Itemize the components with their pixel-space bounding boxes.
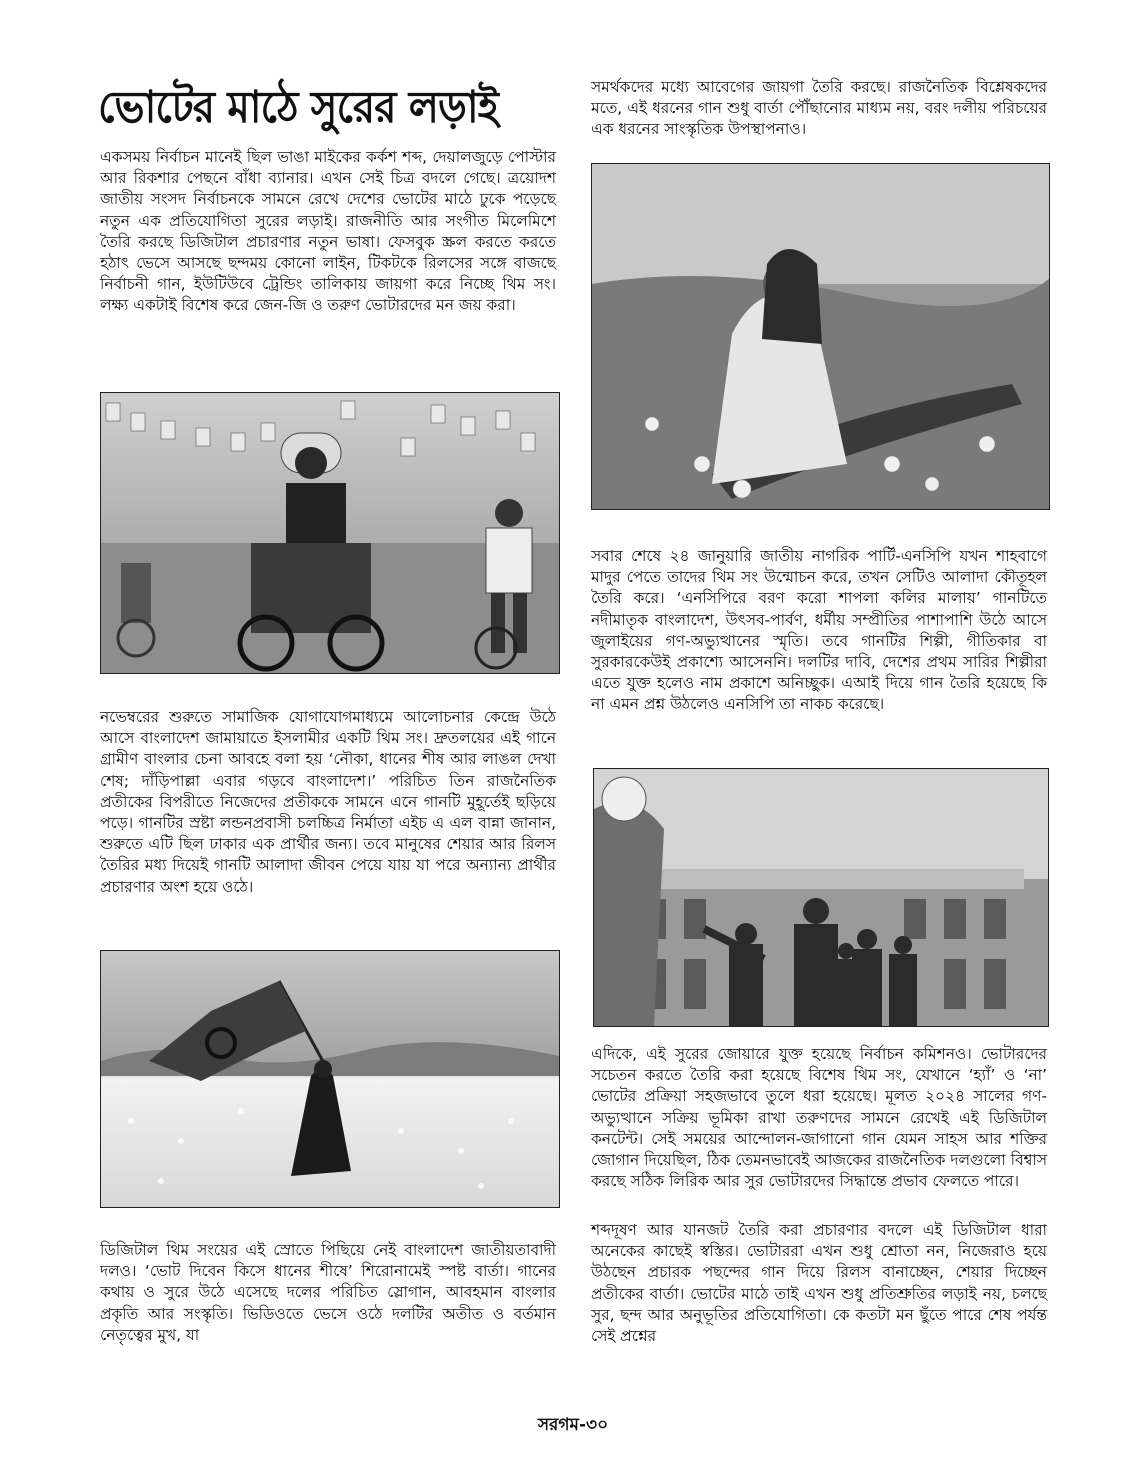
photo-group-heritage-building — [593, 768, 1049, 1027]
article-title: ভোটের মাঠে সুরের লড়াই — [98, 82, 498, 133]
paragraph-conclusion: শব্দদূষণ আর যানজট তৈরি করা প্রচারণার বদলে এই ডিজিটাল ধারা অনেকের কাছেই স্বস্তির। ভোটাররা এখন শুধু শ্রোতা নন, নিজেরাও হয়ে উঠছেন প্রচারক পছন্দের গান দিয়ে রিলস বানাচ্ছেন, শেয়ার দিচ্ছেন প্রতীকের বার্তা। ভোটের মাঠে তাই এখন শুধু প্রতিশ্রুতির লড়াই নয়, চলছে সুর, ছন্দ আর অনুভূতির প্রতিযোগিতা। কে কতটা মন ছুঁতে পারে শেষ পর্যন্ত সেই প্রশ্নের — [591, 1221, 1047, 1346]
paragraph-intro: একসময় নির্বাচন মানেই ছিল ভাঙা মাইকের কর্কশ শব্দ, দেয়ালজুড়ে পোস্টার আর রিকশার পেছনে বাঁধা ব্যানার। এখন সেই চিত্র বদলে গেছে। ত্রয়োদশ জাতীয় সংসদ নির্বাচনকে সামনে রেখে দেশের ভোটের মাঠে ঢুকে পড়েছে নতুন এক প্রতিযোগিতা সুরের লড়াই। রাজনীতি আর সংগীত মিলেমিশে তৈরি করছে ডিজিটাল প্রচারণার নতুন ভাষা। ফেসবুক স্ক্রল করতে করতে হঠাৎ ভেসে আসছে ছন্দময় কোনো লাইন, টিকটকে রিলসের সঙ্গে বাজছে নির্বাচনী গান, ইউটিউবে ট্রেন্ডিং তালিকায় জায়গা করে নিচ্ছে থিম সং। লক্ষ্য একটাই বিশেষ করে জেন-জি ও তরুণ ভোটারদের মন জয় করা। — [100, 148, 556, 315]
photo-woman-boat — [591, 163, 1050, 510]
paragraph-election-commission: এদিকে, এই সুরের জোয়ারে যুক্ত হয়েছে নির্বাচন কমিশনও। ভোটারদের সচেতন করতে তৈরি করা হয়েছে বিশেষ থিম সং, যেখানে ‘হ্যাঁ’ ও ‘না’ ভোটের প্রক্রিয়া সহজভাবে তুলে ধরা হয়েছে। মূলত ২০২৪ সালের গণ-অভ্যুত্থানে সক্রিয় ভূমিকা রাখা তরুণদের সামনে রেখেই এই ডিজিটাল কনটেন্ট। সেই সময়ের আন্দোলন-জাগানো গান যেমন সাহস আর শক্তির জোগান দিয়েছিল, ঠিক তেমনভাবেই আজকের রাজনৈতিক দলগুলো বিশ্বাস করছে সঠিক লিরিক আর সুর ভোটারদের সিদ্ধান্তে প্রভাব ফেলতে পারে। — [591, 1045, 1047, 1191]
paragraph-bnp: ডিজিটাল থিম সংয়ের এই স্রোতে পিছিয়ে নেই বাংলাদেশ জাতীয়তাবাদী দলও। ‘ভোট দিবেন কিসে ধানের শীষে’ শিরোনামেই স্পষ্ট বার্তা। গানের কথায় ও সুরে উঠে এসেছে দলের পরিচিত স্লোগান, আবহমান বাংলার প্রকৃতি আর সংস্কৃতি। ভিডিওতে ভেসে ওঠে দলটির অতীত ও বর্তমান নেতৃত্বের মুখ, যা — [100, 1241, 556, 1344]
photo-flag-field — [100, 950, 560, 1208]
photo-campaign-street — [100, 392, 560, 674]
paragraph-ncp: সবার শেষে ২৪ জানুয়ারি জাতীয় নাগরিক পার্টি-এনসিপি যখন শাহবাগে মাদুর পেতে তাদের থিম সং উন্মোচন করে, তখন সেটিও আলাদা কৌতূহল তৈরি করে। ‘এনসিপিরে বরণ করো শাপলা কলির মালায়’ গানটিতে নদীমাতৃক বাংলাদেশ, উৎসব-পার্বণ, ধর্মীয় সম্প্রীতির পাশাপাশি উঠে আসে জুলাইয়ের গণ-অভ্যুত্থানের স্মৃতি। তবে গানটির শিল্পী, গীতিকার বা সুরকারকেউই প্রকাশ্যে আসেননি। দলটির দাবি, দেশের প্রথম সারির শিল্পীরা এতে যুক্ত হলেও নাম প্রকাশে অনিচ্ছুক। এআই দিয়ে গান তৈরি হয়েছে কি না এমন প্রশ্ন উঠলেও এনসিপি তা নাকচ করেছে। — [591, 547, 1047, 714]
page-number: সরগম-৩০ — [537, 1415, 609, 1435]
paragraph-analysts: সমর্থকদের মধ্যে আবেগের জায়গা তৈরি করছে। রাজনৈতিক বিশ্লেষকদের মতে, এই ধরনের গান শুধু বার্তা পৌঁছানোর মাধ্যম নয়, বরং দলীয় পরিচয়ের এক ধরনের সাংস্কৃতিক উপস্থাপনাও। — [591, 78, 1047, 139]
paragraph-jamaat: নভেম্বরের শুরুতে সামাজিক যোগাযোগমাধ্যমে আলোচনার কেন্দ্রে উঠে আসে বাংলাদেশ জামায়াতে ইসলামীর একটি থিম সং। দ্রুতলয়ের এই গানে গ্রামীণ বাংলার চেনা আবহে বলা হয় ‘নৌকা, ধানের শীষ আর লাঙল দেখা শেষ; দাঁড়িপাল্লা এবার গড়বে বাংলাদেশ।’ পরিচিত তিন রাজনৈতিক প্রতীকের বিপরীতে নিজেদের প্রতীককে সামনে এনে গানটি মুহূর্তেই ছড়িয়ে পড়ে। গানটির স্রষ্টা লন্ডনপ্রবাসী চলচ্চিত্র নির্মাতা এইচ এ এল বান্না জানান, শুরুতে এটি ছিল ঢাকার এক প্রার্থীর জন্য। তবে মানুষের শেয়ার আর রিলস তৈরির মধ্য দিয়েই গানটি আলাদা জীবন পেয়ে যায় যা পরে অন্যান্য প্রার্থীর প্রচারণার অংশ হয়ে ওঠে। — [100, 708, 556, 896]
